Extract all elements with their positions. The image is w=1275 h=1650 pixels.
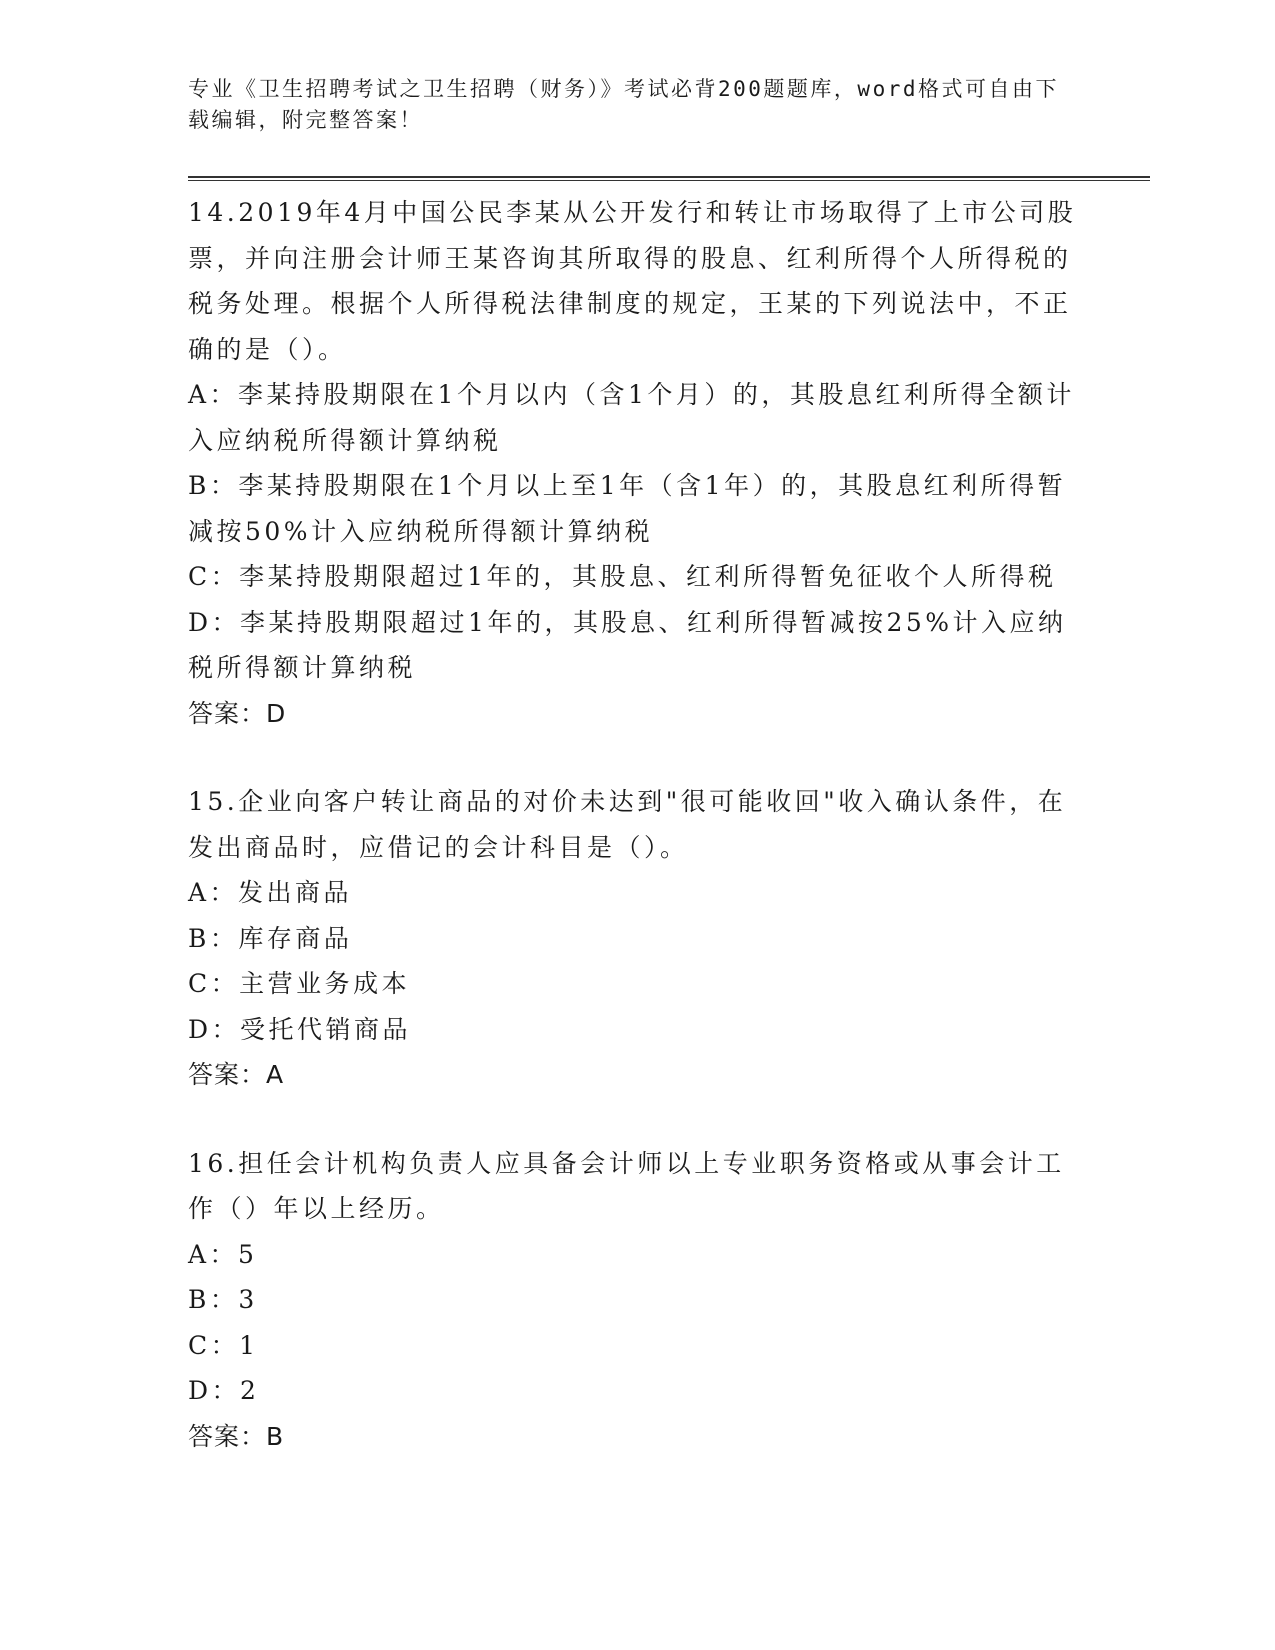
- answer-line: 答案：A: [188, 1060, 285, 1089]
- option-c: C：主营业务成本: [188, 969, 411, 998]
- option-b: B：3: [188, 1285, 258, 1314]
- option-b: B：李某持股期限在1个月以上至1年（含1年）的，其股息红利所得暂减按50%计入应纳税所得额计算纳税: [188, 471, 1067, 546]
- question-16: [188, 1141, 1078, 1460]
- option-c: C：1: [188, 1330, 259, 1360]
- option-d: D：2: [188, 1376, 260, 1405]
- option-c: C：李某持股期限超过1年的，其股息、红利所得暂免征收个人所得税: [188, 562, 1057, 591]
- answer-line: 答案：B: [188, 1421, 285, 1451]
- option-d: D：李某持股期限超过1年的，其股息、红利所得暂减按25%计入应纳税所得额计算纳税: [188, 607, 1067, 682]
- question-stem: 14.2019年4月中国公民李某从公开发行和转让市场取得了上市公司股票，并向注册会计师王某咨询其所取得的股息、红利所得个人所得税的税务处理。根据个人所得税法律制度的规定，王某的下列说法中，不正确的是（）。: [188, 198, 1077, 364]
- option-b: B：库存商品: [188, 923, 353, 953]
- question-15: [188, 779, 1078, 1098]
- option-a: A：发出商品: [188, 878, 353, 907]
- option-a: A：李某持股期限在1个月以内（含1个月）的，其股息红利所得全额计入应纳税所得额计算纳税: [188, 380, 1075, 455]
- option-a: A：5: [188, 1239, 258, 1269]
- header-divider: [188, 176, 1150, 181]
- answer-line: 答案：D: [188, 698, 287, 728]
- question-stem: 16.担任会计机构负责人应具备会计师以上专业职务资格或从事会计工作（）年以上经历。: [188, 1148, 1065, 1223]
- document-header: 专业《卫生招聘考试之卫生招聘（财务）》考试必背200题题库，word格式可自由下载编辑，附完整答案！: [188, 77, 1059, 132]
- option-d: D：受托代销商品: [188, 1014, 412, 1044]
- question-list: [188, 190, 1078, 1459]
- question-14: [188, 190, 1078, 736]
- question-stem: 15.企业向客户转让商品的对价未达到"很可能收回"收入确认条件，在发出商品时，应借记的会计科目是（）。: [188, 787, 1067, 862]
